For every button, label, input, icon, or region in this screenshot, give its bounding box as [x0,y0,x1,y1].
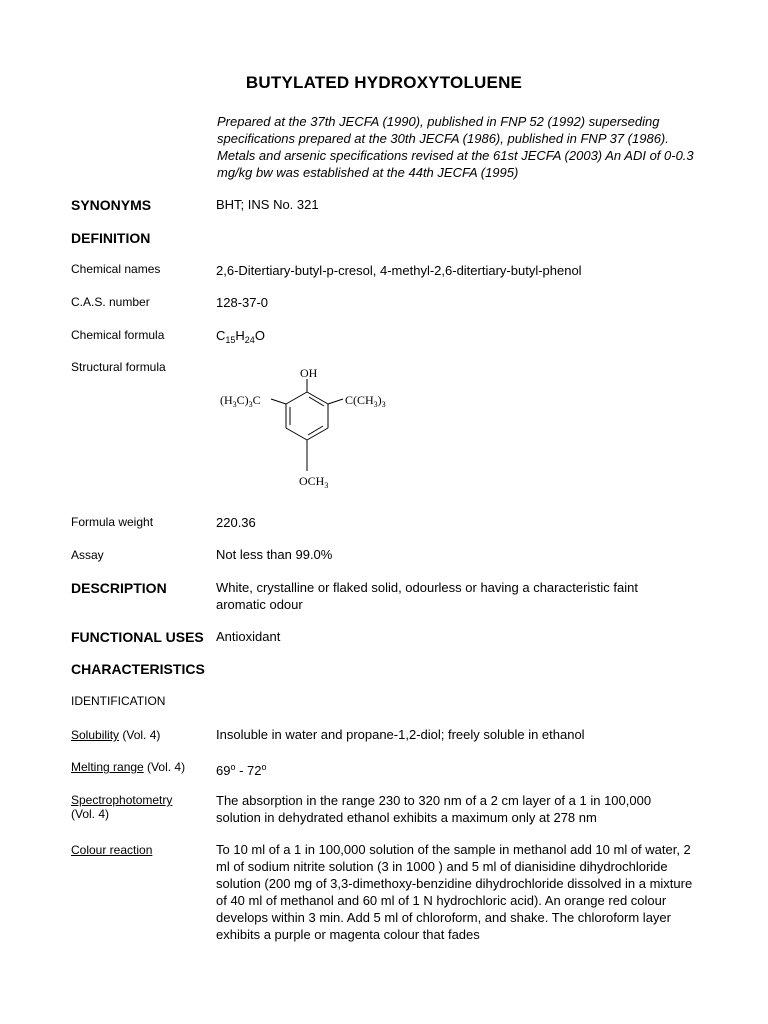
structural-formula-label: Structural formula [71,360,166,374]
formula-weight-label: Formula weight [71,515,154,529]
functional-uses-value: Antioxidant [216,629,281,644]
solubility-label: Solubility (Vol. 4) [71,728,161,742]
spectrophotometry-value: The absorption in the range 230 to 320 nm of a 2 cm layer of a 1 in 100,000 solution in dehydrated ethanol exhibits a maximum only at 278 nm [216,793,652,825]
hydroxyl-label: OH [300,366,318,380]
left-tert-butyl-label: $(H_3C)_3C$ [220,393,261,409]
chemical-formula-value: $C_{15}H_{24}O$ [216,328,265,345]
chemical-formula-label: Chemical formula [71,328,165,342]
cas-number-label: C.A.S. number [71,295,150,309]
methoxy-label: $OCH_3$ [299,474,329,490]
structural-formula-diagram [215,362,400,497]
chemical-names-value: 2,6-Ditertiary-butyl-p-cresol, 4-methyl-2,6-ditertiary-butyl-phenol [216,263,582,278]
cas-number-value: 128-37-0 [216,295,269,310]
spectrophotometry-label: Spectrophotometry (Vol. 4) [71,793,173,821]
intro-paragraph: Prepared at the 37th JECFA (1990), published in FNP 52 (1992) superseding specifications prepared at the 30th JECFA (1986), published in FNP 37 (1986). Metals and arsenic specifications revised at the 61st JECFA (2003) An ADI of 0-0.3 mg/kg bw was established at the 44th JECFA (1995) [217,114,694,180]
melting-range-value: 69$^o$ - 72$^o$ [216,762,267,778]
functional-uses-heading: FUNCTIONAL USES [71,629,204,645]
colour-reaction-label: Colour reaction [71,843,153,857]
melting-range-label: Melting range (Vol. 4) [71,760,186,774]
synonyms-heading: SYNONYMS [71,197,152,213]
identification-subheading: IDENTIFICATION [71,694,166,708]
assay-value: Not less than 99.0% [216,547,333,562]
characteristics-heading: CHARACTERISTICS [71,661,205,677]
description-value: White, crystalline or flaked solid, odourless or having a characteristic faint aromatic odour [216,580,638,612]
document-title: BUTYLATED HYDROXYTOLUENE [245,73,523,92]
solubility-value: Insoluble in water and propane-1,2-diol; freely soluble in ethanol [216,727,585,742]
benzene-ring [271,379,343,471]
formula-weight-value: 220.36 [216,515,256,530]
right-tert-butyl-label: $C(CH_3)_3$ [345,393,386,409]
chemical-names-label: Chemical names [71,262,161,276]
synonyms-value: BHT; INS No. 321 [216,197,319,212]
assay-label: Assay [71,548,104,562]
definition-heading: DEFINITION [71,230,151,246]
description-heading: DESCRIPTION [71,580,167,596]
colour-reaction-value: To 10 ml of a 1 in 100,000 solution of the sample in methanol add 10 ml of water, 2 ml of sodium nitrite solution (3 in 1000 ) and 5 ml of dianisidine dihydrochloride solution (200 mg of 3,3-dimethoxy-benzidine dihydrochloride dissolved in a mixture of 40 ml of methanol and 60 ml of 1 N hydrochloric acid). An orange red colour develops within 3 min. Add 5 ml of chloroform, and shake. The chloroform layer exhibits a purple or magenta colour that fades [216,842,693,942]
